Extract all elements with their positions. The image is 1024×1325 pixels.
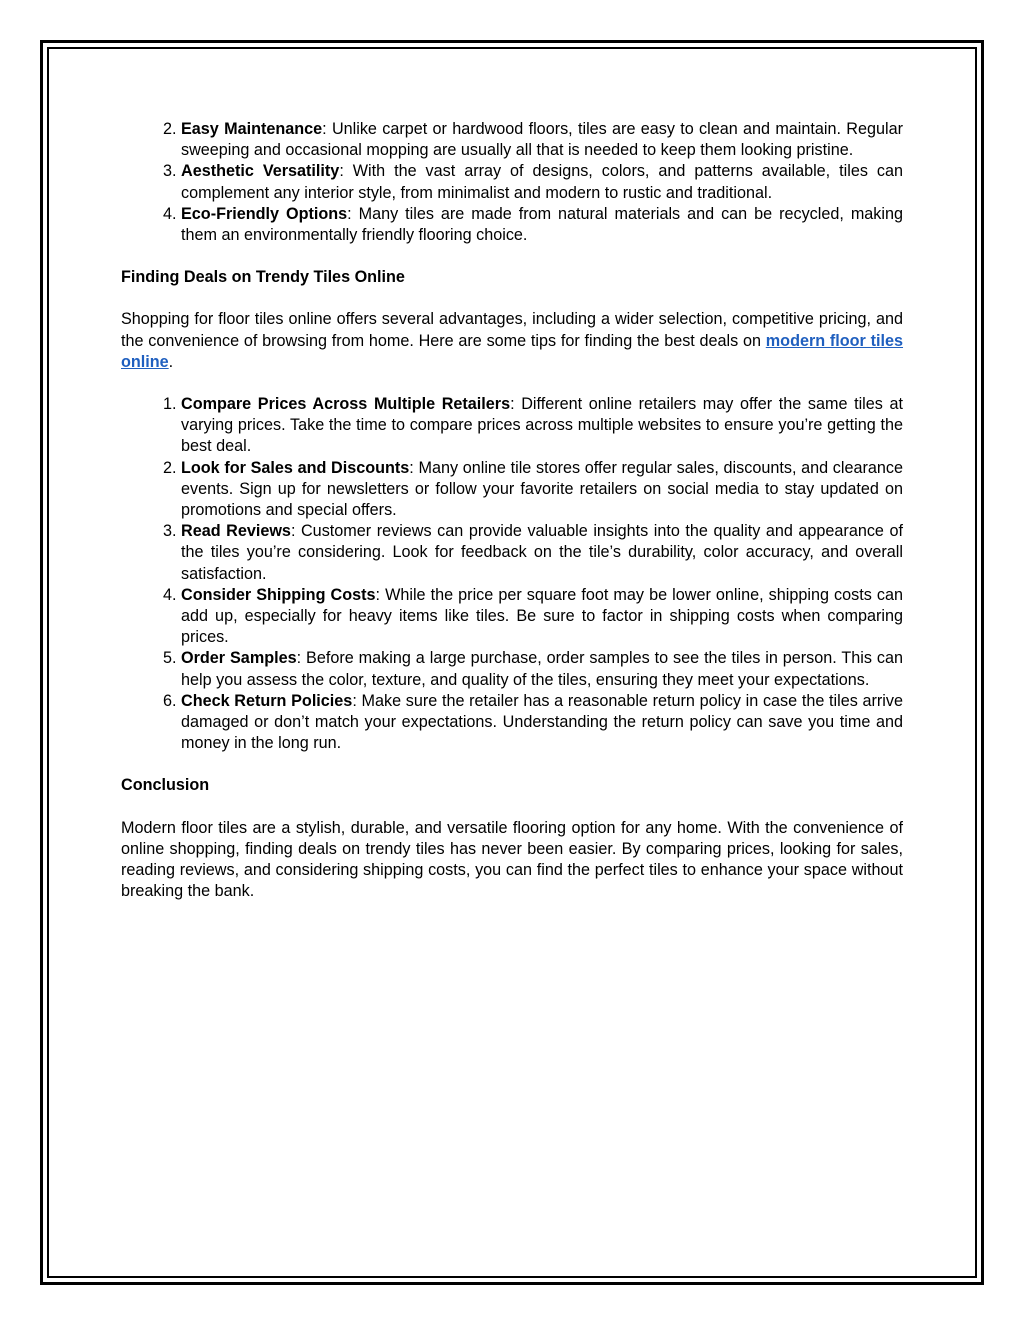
list-item <box>181 204 903 246</box>
list-item <box>181 458 903 522</box>
document-body <box>121 119 903 924</box>
list-item-text: : Many online tile stores offer regular sales, discounts, and clearance events. Sign up for newsletters or follow your favorite retailers on social media to stay updated on promotions and special offers. <box>181 458 903 520</box>
list-item <box>181 585 903 649</box>
list-item <box>181 119 903 161</box>
list-item-title: Read Reviews <box>181 522 291 541</box>
section-heading-deals: Finding Deals on Trendy Tiles Online <box>121 268 405 287</box>
list-item <box>181 648 903 690</box>
list-item-text: : Make sure the retailer has a reasonable return policy in case the tiles arrive damaged or don’t match your expectations. Understanding the return policy can save you time and money in the long run. <box>181 691 903 753</box>
list-item-title: Check Return Policies <box>181 691 353 710</box>
list-item-text: : Many tiles are made from natural materials and can be recycled, making them an environmentally friendly flooring choice. <box>181 204 903 245</box>
deals-intro-end: . <box>168 352 174 371</box>
list-item-text: : Different online retailers may offer the same tiles at varying prices. Take the time to compare prices across multiple websites to ensure you’re getting the best deal. <box>181 395 903 456</box>
list-item <box>181 394 903 458</box>
list-item-text: : While the price per square foot may be lower online, shipping costs can add up, especially for heavy items like tiles. Be sure to factor in shipping costs when comparing prices. <box>181 585 903 647</box>
list-item-title: Eco-Friendly Options <box>181 204 348 223</box>
list-item-text: : Customer reviews can provide valuable insights into the quality and appearance of the tiles you’re considering. Look for feedback on the tile’s durability, color accuracy, and overall satisfaction. <box>181 522 903 583</box>
list-item-title: Consider Shipping Costs <box>181 585 376 604</box>
list-item <box>181 691 903 755</box>
list-item-title: Look for Sales and Discounts <box>181 458 410 477</box>
list-item <box>181 161 903 203</box>
conclusion-paragraph: Modern floor tiles are a stylish, durable, and versatile flooring option for any home. With the convenience of online shopping, finding deals on trendy tiles has never been easier. By comparing prices, looking for sales, reading reviews, and considering shipping costs, you can find the perfect tiles to enhance your space without breaking the bank. <box>121 818 903 901</box>
section-heading-conclusion: Conclusion <box>121 776 210 795</box>
benefits-list <box>121 119 903 246</box>
list-item-text: : With the vast array of designs, colors, and patterns available, tiles can complement any interior style, from minimalist and modern to rustic and traditional. <box>181 162 903 202</box>
modern-floor-tiles-link[interactable]: modern floor tiles online <box>121 331 904 371</box>
deals-intro-paragraph <box>121 309 903 373</box>
list-item-title: Easy Maintenance <box>181 120 323 138</box>
list-item-title: Compare Prices Across Multiple Retailers <box>181 395 511 414</box>
list-item-text: : Before making a large purchase, order samples to see the tiles in person. This can help you assess the color, texture, and quality of the tiles, ensuring they meet your expectations. <box>181 649 903 689</box>
list-item-title: Aesthetic Versatility <box>181 162 340 181</box>
tips-list <box>121 394 903 754</box>
list-item <box>181 521 903 585</box>
deals-intro-text: Shopping for floor tiles online offers several advantages, including a wider selection, competitive pricing, and the convenience of browsing from home. Here are some tips for finding the best deals on <box>121 310 903 350</box>
list-item-title: Order Samples <box>181 649 297 668</box>
list-item-text: : Unlike carpet or hardwood floors, tiles are easy to clean and maintain. Regular sweeping and occasional mopping are usually all that is needed to keep them looking pristine. <box>181 120 903 160</box>
